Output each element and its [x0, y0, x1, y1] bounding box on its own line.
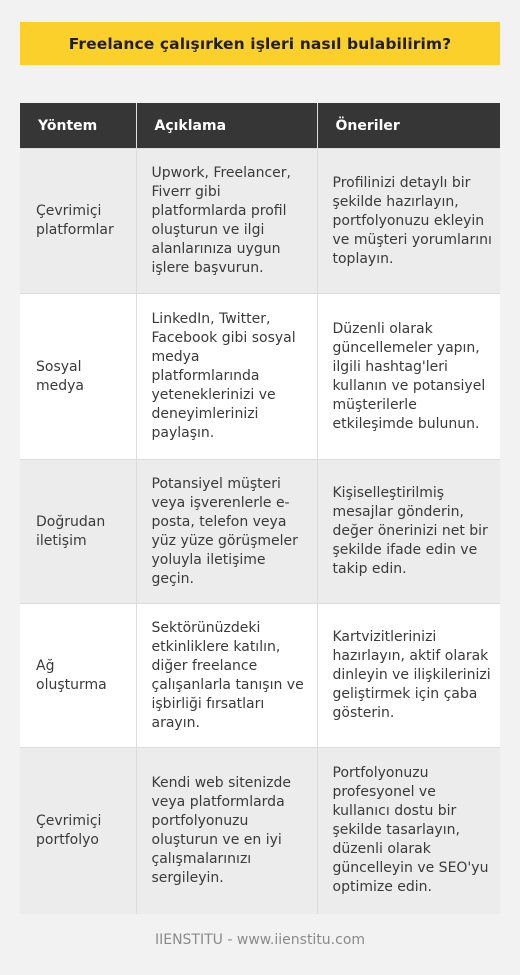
table-header-row	[20, 103, 500, 149]
table-row	[20, 748, 500, 914]
method-cell: Çevrimiçi portfolyo	[20, 748, 136, 914]
footer-credit: IIENSTITU - www.iienstitu.com	[154, 932, 366, 948]
header-description: Açıklama	[136, 103, 317, 149]
table-row	[20, 294, 500, 460]
method-cell: Çevrimiçi platformlar	[20, 149, 136, 294]
method-cell: Ağ oluşturma	[20, 604, 136, 748]
title-banner	[20, 22, 500, 65]
description-cell: Kendi web sitenizde veya platformlarda portfolyonuzu oluşturun ve en iyi çalışmalarınızı sergileyin.	[136, 748, 317, 914]
header-method: Yöntem	[20, 103, 136, 149]
table-row	[20, 460, 500, 604]
suggestion-cell: Profilinizi detaylı bir şekilde hazırlayın, portfolyonuzu ekleyin ve müşteri yorumlarını toplayın.	[317, 149, 500, 294]
header-suggestions: Öneriler	[317, 103, 500, 149]
description-cell: Upwork, Freelancer, Fiverr gibi platformlarda profil oluşturun ve ilgi alanlarınıza uygun işlere başvurun.	[136, 149, 317, 294]
suggestion-cell: Kişiselleştirilmiş mesajlar gönderin, değer önerinizi net bir şekilde ifade edin ve takip edin.	[317, 460, 500, 604]
table-row	[20, 604, 500, 748]
method-cell: Doğrudan iletişim	[20, 460, 136, 604]
table-row	[20, 149, 500, 294]
methods-table	[20, 103, 500, 914]
suggestion-cell: Kartvizitlerinizi hazırlayın, aktif olarak dinleyin ve ilişkilerinizi geliştirmek için çaba gösterin.	[317, 604, 500, 748]
suggestion-cell: Düzenli olarak güncellemeler yapın, ilgili hashtag'leri kullanın ve potansiyel müşterilerle etkileşimde bulunun.	[317, 294, 500, 460]
suggestion-cell: Portfolyonuzu profesyonel ve kullanıcı dostu bir şekilde tasarlayın, düzenli olarak güncelleyin ve SEO'yu optimize edin.	[317, 748, 500, 914]
description-cell: Sektörünüzdeki etkinliklere katılın, diğer freelance çalışanlarla tanışın ve işbirliği fırsatları arayın.	[136, 604, 317, 748]
description-cell: Potansiyel müşteri veya işverenlerle e-posta, telefon veya yüz yüze görüşmeler yoluyla iletişime geçin.	[136, 460, 317, 604]
page-title: Freelance çalışırken işleri nasıl bulabilirim?	[68, 34, 452, 53]
description-cell: LinkedIn, Twitter, Facebook gibi sosyal medya platformlarında yeteneklerinizi ve deneyimlerinizi paylaşın.	[136, 294, 317, 460]
method-cell: Sosyal medya	[20, 294, 136, 460]
